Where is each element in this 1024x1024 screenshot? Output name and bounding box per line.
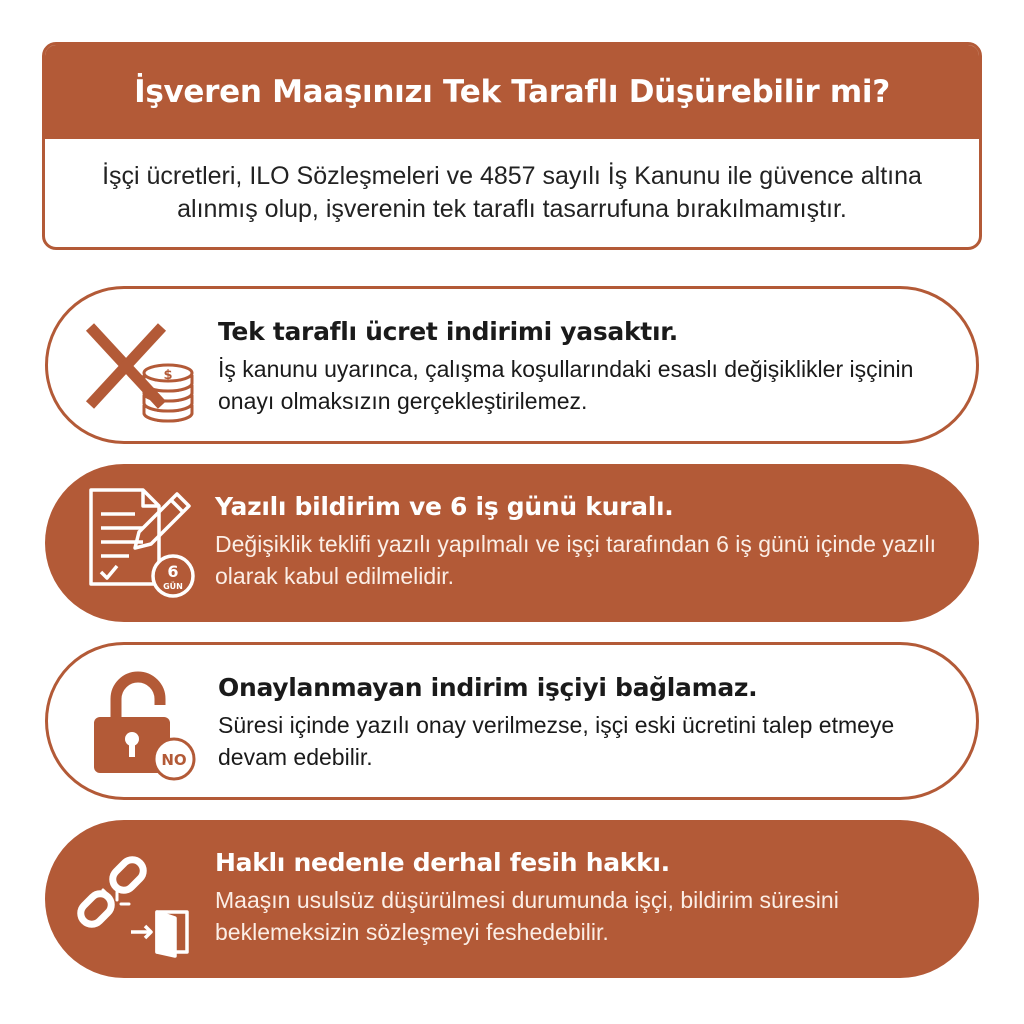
- document-pen-icon: [73, 484, 201, 602]
- card-text: İş kanunu uyarınca, çalışma koşullarındaki esaslı değişiklikler işçinin onayı olmaksızın gerçekleştirilemez.: [218, 356, 914, 414]
- svg-text:GÜN: GÜN: [163, 582, 183, 591]
- card-title: Yazılı bildirim ve 6 iş günü kuralı.: [215, 492, 674, 521]
- header-description: İşçi ücretleri, ILO Sözleşmeleri ve 4857 sayılı İş Kanunu ile güvence altına alınmış olup, işverenin tek taraflı tasarrufuna bırakılmamıştır.: [102, 162, 922, 223]
- info-card-written-notice: [45, 464, 979, 622]
- card-text: Maaşın usulsüz düşürülmesi durumunda işçi, bildirim süresini beklemeksizin sözleşmeyi feshedebilir.: [215, 887, 839, 945]
- svg-text:6: 6: [167, 562, 179, 581]
- info-card-unilateral-reduction: [45, 286, 979, 444]
- card-text: Değişiklik teklifi yazılı yapılmalı ve işçi tarafından 6 iş günü içinde yazılı olarak kabul edilmelidir.: [215, 531, 936, 589]
- info-card-termination-right: [45, 820, 979, 978]
- unlocked-padlock-icon: [76, 665, 204, 783]
- card-title: Tek taraflı ücret indirimi yasaktır.: [218, 317, 678, 346]
- card-title: Haklı nedenle derhal fesih hakkı.: [215, 848, 670, 877]
- header-panel: [42, 42, 982, 250]
- card-text: Süresi içinde yazılı onay verilmezse, işçi eski ücretini talep etmeye devam edebilir.: [218, 712, 895, 770]
- info-card-unapproved-reduction: [45, 642, 979, 800]
- card-title: Onaylanmayan indirim işçiyi bağlamaz.: [218, 673, 758, 702]
- svg-text:NO: NO: [161, 751, 187, 769]
- svg-text:$: $: [163, 368, 173, 383]
- broken-chain-exit-icon: [73, 840, 201, 958]
- page-title: İşveren Maaşınızı Tek Taraflı Düşürebilir mi?: [45, 45, 979, 139]
- crossed-coins-icon: [76, 309, 204, 427]
